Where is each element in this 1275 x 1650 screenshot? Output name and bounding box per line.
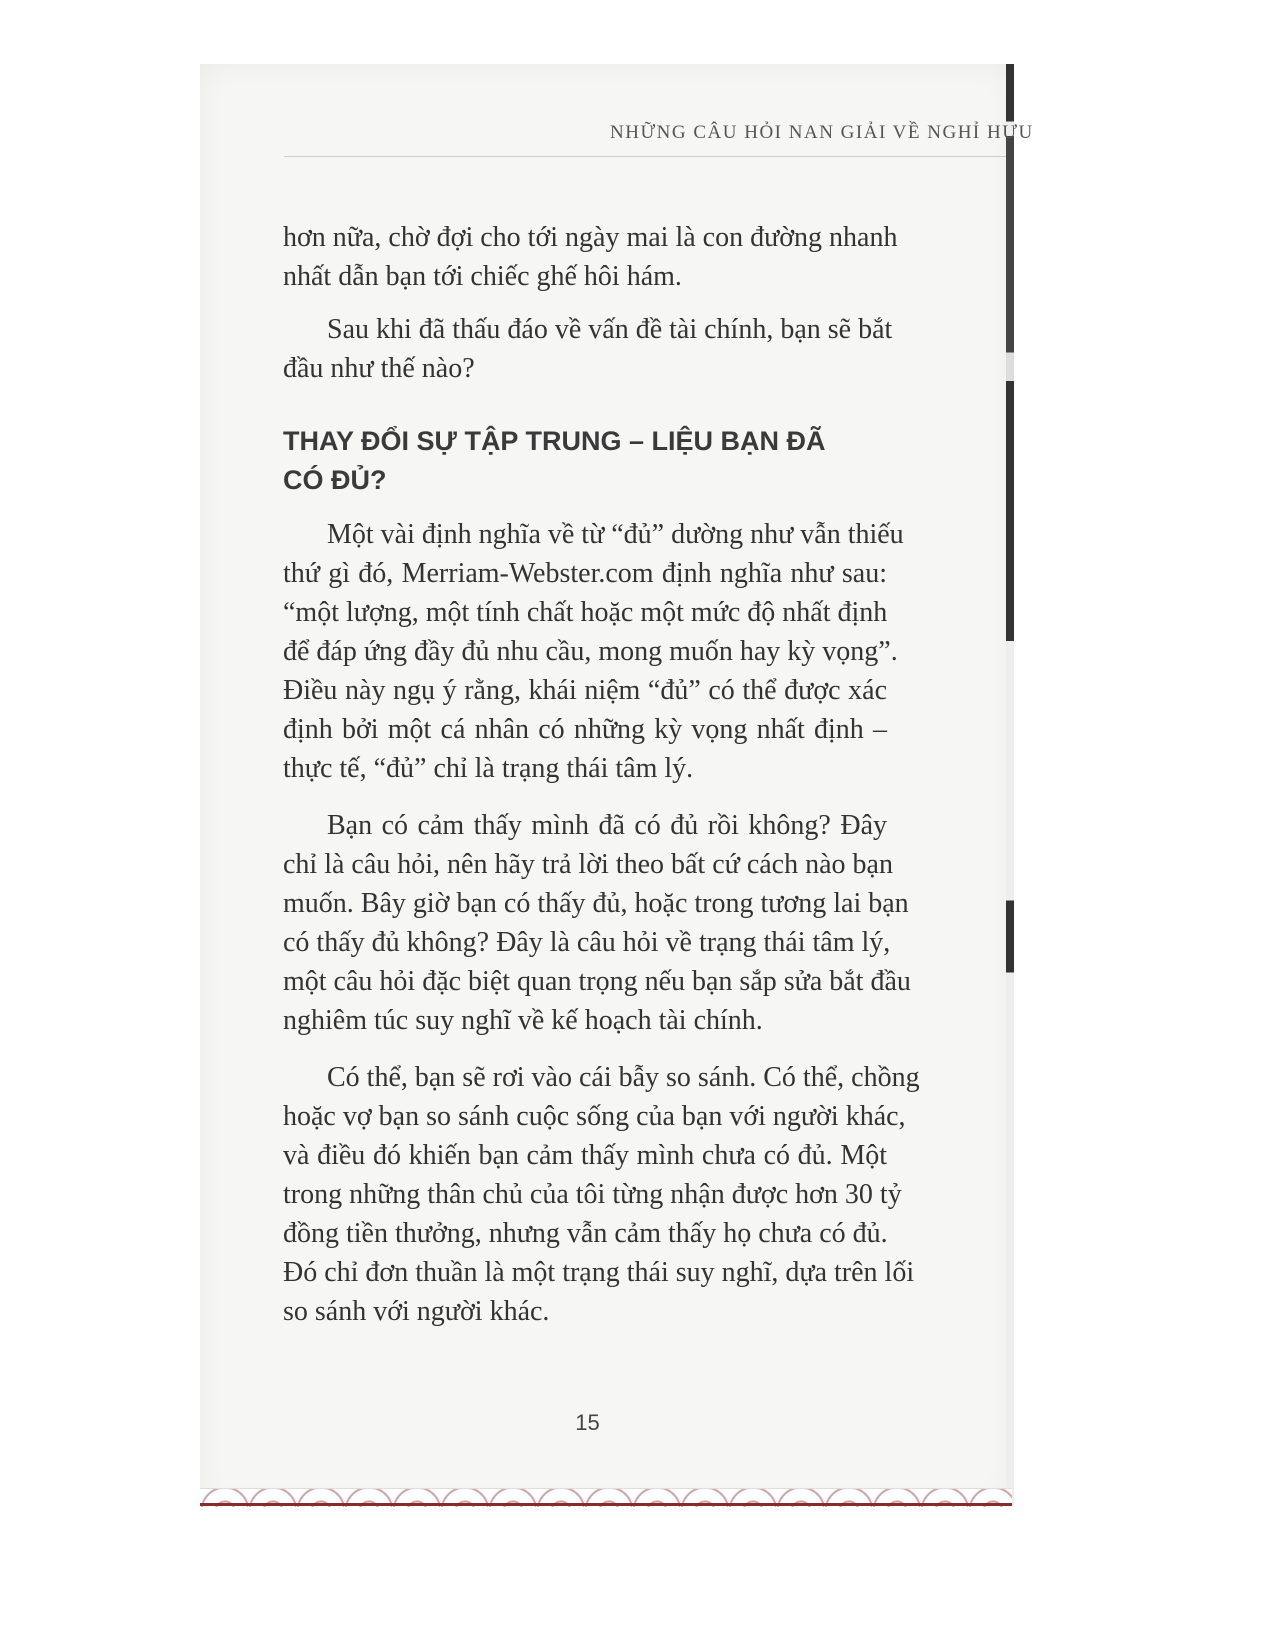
text-line: Điều này ngụ ý rằng, khái niệm “đủ” có thể được xác bbox=[283, 675, 887, 706]
header-rule bbox=[284, 156, 1006, 157]
text-line: thực tế, “đủ” chỉ là trạng thái tâm lý. bbox=[283, 753, 694, 784]
page-number: 15 bbox=[575, 1410, 600, 1435]
text-line: Có thể, bạn sẽ rơi vào cái bẫy so sánh. Có thể, chồng bbox=[327, 1062, 920, 1093]
heading-line: THAY ĐỔI SỰ TẬP TRUNG – LIỆU BẠN ĐÃ bbox=[283, 426, 826, 456]
text-line: có thấy đủ không? Đây là câu hỏi về trạng thái tâm lý, bbox=[283, 927, 891, 958]
text-line: đầu như thế nào? bbox=[283, 353, 475, 384]
text-line: hơn nữa, chờ đợi cho tới ngày mai là con đường nhanh bbox=[283, 222, 898, 253]
text-line: so sánh với người khác. bbox=[283, 1296, 550, 1327]
text-line: hoặc vợ bạn so sánh cuộc sống của bạn với người khác, bbox=[283, 1101, 906, 1132]
text-line: “một lượng, một tính chất hoặc một mức độ nhất định bbox=[283, 597, 888, 628]
text-line: nhất dẫn bạn tới chiếc ghế hôi hám. bbox=[283, 261, 682, 292]
text-line: muốn. Bây giờ bạn có thấy đủ, hoặc trong tương lai bạn bbox=[283, 888, 909, 919]
text-line: một câu hỏi đặc biệt quan trọng nếu bạn sắp sửa bắt đầu bbox=[283, 966, 911, 997]
text-line: Một vài định nghĩa về từ “đủ” dường như vẫn thiếu bbox=[327, 519, 904, 550]
section-heading bbox=[283, 422, 887, 500]
paragraph-3 bbox=[283, 515, 904, 788]
footer-ornament-band bbox=[200, 1503, 1012, 1506]
text-line: chỉ là câu hỏi, nên hãy trả lời theo bất cứ cách nào bạn bbox=[283, 849, 893, 880]
text-line: Bạn có cảm thấy mình đã có đủ rồi không? Đây bbox=[327, 810, 887, 841]
text-line: và điều đó khiến bạn cảm thấy mình chưa có đủ. Một bbox=[283, 1140, 887, 1171]
paragraph-2 bbox=[283, 310, 893, 388]
text-line: để đáp ứng đầy đủ nhu cầu, mong muốn hay kỳ vọng”. bbox=[283, 636, 898, 667]
text-line: Đó chỉ đơn thuần là một trạng thái suy nghĩ, dựa trên lối bbox=[283, 1257, 915, 1288]
page-edge bbox=[1006, 64, 1014, 1506]
text-line: nghiêm túc suy nghĩ về kế hoạch tài chính. bbox=[283, 1005, 763, 1036]
running-header: NHỮNG CÂU HỎI NAN GIẢI VỀ NGHỈ HƯU bbox=[610, 122, 1034, 143]
text-line: đồng tiền thưởng, nhưng vẫn cảm thấy họ chưa có đủ. bbox=[283, 1218, 888, 1249]
paragraph-1 bbox=[283, 218, 898, 296]
paragraph-5 bbox=[283, 1058, 920, 1331]
text-line: Sau khi đã thấu đáo về vấn đề tài chính, bạn sẽ bắt bbox=[327, 314, 893, 345]
text-line: định bởi một cá nhân có những kỳ vọng nhất định – bbox=[283, 714, 887, 745]
paragraph-4 bbox=[283, 806, 911, 1040]
heading-line: CÓ ĐỦ? bbox=[283, 465, 387, 495]
text-line: thứ gì đó, Merriam-Webster.com định nghĩa như sau: bbox=[283, 558, 887, 589]
text-line: trong những thân chủ của tôi từng nhận được hơn 30 tỷ bbox=[283, 1179, 902, 1210]
